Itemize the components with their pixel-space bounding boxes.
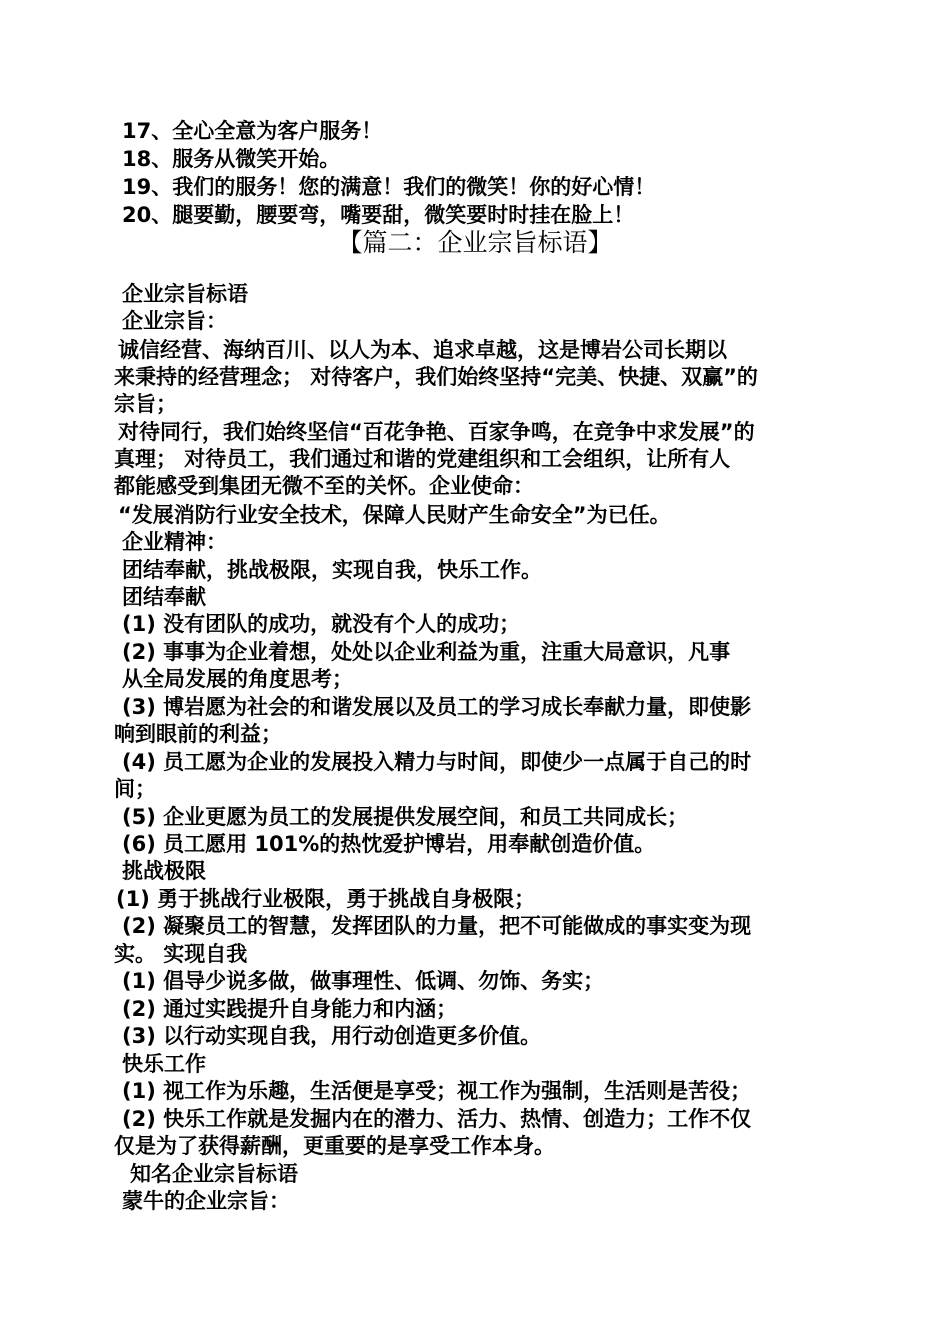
- list-item-17: 17、全心全意为客户服务！: [122, 119, 383, 143]
- paragraph-line: 对待同行，我们始终坚信“百花争艳、百家争鸣，在竞争中求发展”的: [118, 420, 755, 444]
- list-item: (1) 倡导少说多做，做事理性、低调、勿饰、务实；: [122, 969, 605, 993]
- list-item: 间；: [114, 777, 156, 801]
- heading-mission: 企业宗旨：: [122, 309, 227, 333]
- paragraph-line: 来秉持的经营理念； 对待客户，我们始终坚持“完美、快捷、双赢”的: [114, 365, 758, 389]
- heading-famous-slogans: 知名企业宗旨标语: [130, 1162, 298, 1186]
- list-item: (5) 企业更愿为员工的发展提供发展空间，和员工共同成长；: [122, 805, 689, 829]
- paragraph-line: 团结奉献，挑战极限，实现自我，快乐工作。: [122, 558, 542, 582]
- heading-mission-slogan: 企业宗旨标语: [122, 282, 248, 306]
- list-item: (3) 博岩愿为社会的和谐发展以及员工的学习成长奉献力量，即使影: [122, 695, 752, 719]
- heading-spirit: 企业精神：: [122, 530, 227, 554]
- list-item: (2) 通过实践提升自身能力和内涵；: [122, 997, 458, 1021]
- list-item-19: 19、我们的服务！您的满意！我们的微笑！你的好心情！: [122, 175, 656, 199]
- list-item: (4) 员工愿为企业的发展投入精力与时间，即使少一点属于自己的时: [122, 750, 752, 774]
- paragraph-line: 都能感受到集团无微不至的关怀。企业使命：: [114, 474, 534, 498]
- list-item: (1) 视工作为乐趣，生活便是享受；视工作为强制，生活则是苦役；: [122, 1079, 752, 1103]
- paragraph-line: 宗旨；: [114, 392, 177, 416]
- list-item: (6) 员工愿用 101%的热忱爱护博岩，用奉献创造价值。: [122, 832, 656, 856]
- list-item: (2) 事事为企业着想，处处以企业利益为重，注重大局意识，凡事: [122, 640, 731, 664]
- list-item: (2) 凝聚员工的智慧，发挥团队的力量，把不可能做成的事实变为现: [122, 914, 752, 938]
- list-item-20: 20、腿要勤，腰要弯，嘴要甜，微笑要时时挂在脸上！: [122, 203, 635, 227]
- heading-challenge: 挑战极限: [122, 859, 206, 883]
- list-item: (2) 快乐工作就是发掘内在的潜力、活力、热情、创造力；工作不仅: [122, 1107, 752, 1131]
- section-title: 【篇二：企业宗旨标语】: [337, 228, 613, 257]
- list-item: 实。 实现自我: [114, 942, 248, 966]
- paragraph-line: “发展消防行业安全技术，保障人民财产生命安全”为已任。: [118, 503, 671, 527]
- heading-teamwork: 团结奉献: [122, 585, 206, 609]
- list-item: (3) 以行动实现自我，用行动创造更多价值。: [122, 1024, 542, 1048]
- list-item: 仅是为了获得薪酬，更重要的是享受工作本身。: [114, 1134, 555, 1158]
- heading-happy-work: 快乐工作: [122, 1052, 206, 1076]
- list-item: (1) 没有团队的成功，就没有个人的成功；: [122, 612, 521, 636]
- paragraph-line: 诚信经营、海纳百川、以人为本、追求卓越，这是博岩公司长期以: [118, 338, 727, 362]
- list-item: (1) 勇于挑战行业极限，勇于挑战自身极限；: [116, 887, 536, 911]
- list-item: 从全局发展的角度思考；: [122, 667, 353, 691]
- paragraph-line: 真理； 对待员工，我们通过和谐的党建组织和工会组织，让所有人: [114, 447, 731, 471]
- list-item: 响到眼前的利益；: [114, 722, 282, 746]
- heading-mengniu: 蒙牛的企业宗旨：: [122, 1189, 290, 1213]
- list-item-18: 18、服务从微笑开始。: [122, 147, 341, 171]
